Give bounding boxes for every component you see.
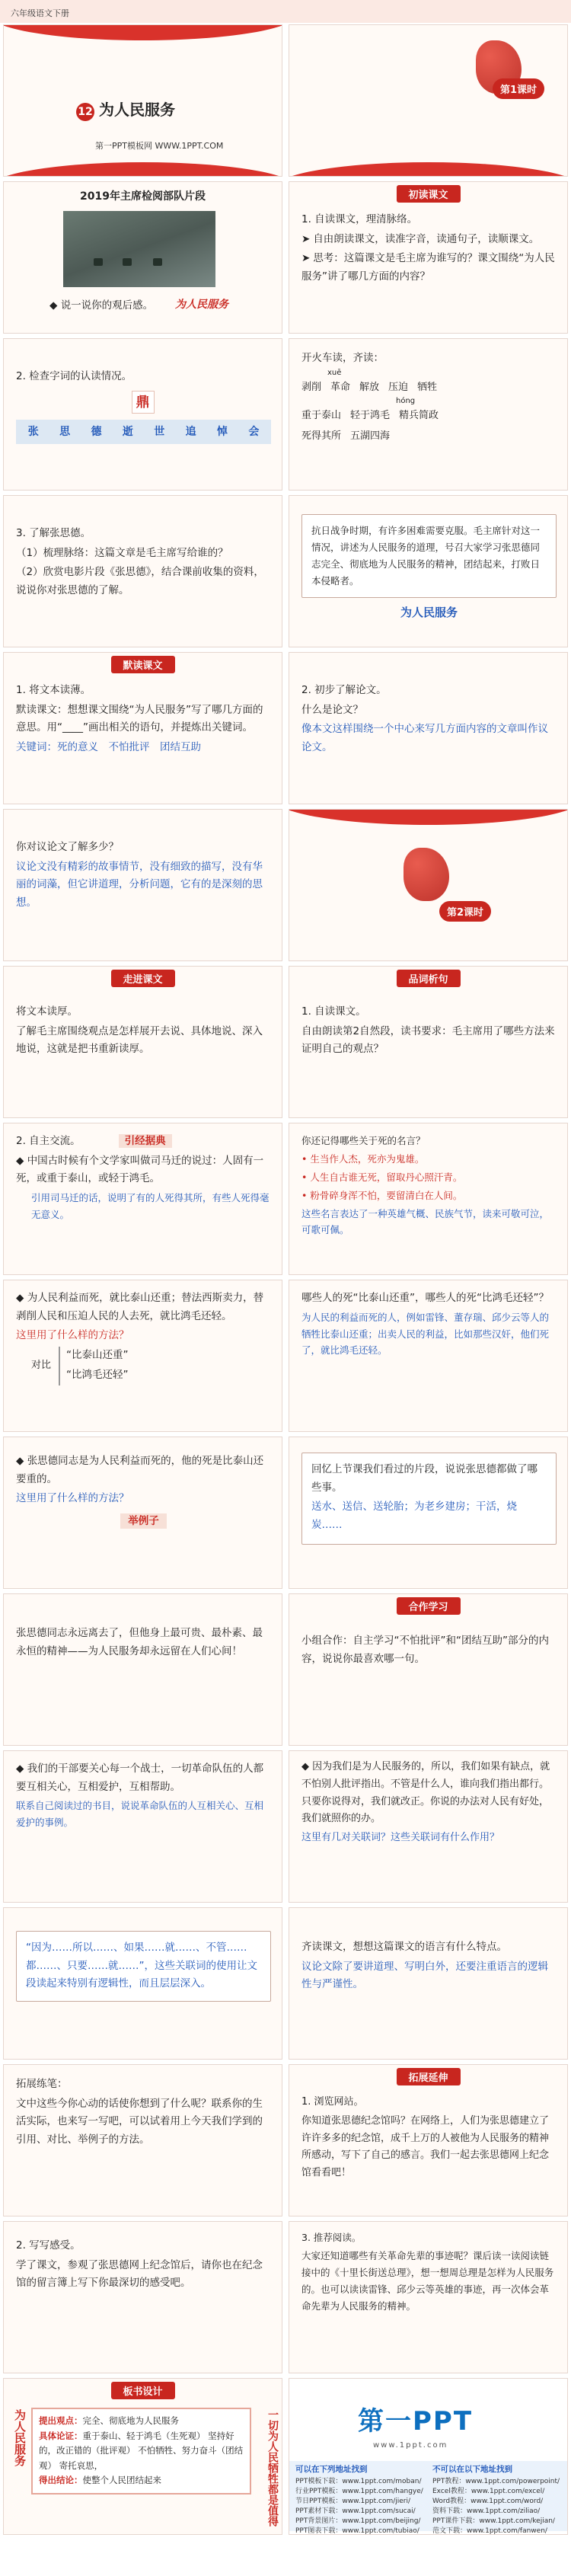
task-2: 2. 自主交流。 引经据典 [16, 1133, 271, 1151]
contrast-text: ◆ 为人民利益而死，就比泰山还重；替法西斯卖力，替剥削人民和压迫人民的人去死，就比鸿毛还轻。 [16, 1292, 264, 1322]
words-heading: 2. 检查字词的认读情况。 [16, 370, 132, 382]
section-tag: 拓展延伸 [396, 2068, 460, 2085]
answer: 像本文这样围绕一个中心来写几方面内容的文章叫作议论文。 [301, 723, 548, 753]
brand-url[interactable]: www.1ppt.com [373, 2441, 448, 2450]
task-3: 3. 了解张思德。 [16, 527, 91, 539]
care-task: 联系自己阅读过的书目，说说革命队伍的人互相关心、互相爱护的事例。 [16, 1800, 264, 1829]
slide-first-read[interactable] [289, 181, 568, 334]
site-link[interactable]: 第一PPT模板网 WWW.1PPT.COM [95, 141, 224, 151]
slide-extension[interactable] [289, 2064, 568, 2216]
writing-task: 文中这些今你心动的话使你想到了什么呢？联系你的生活实际，也来写一写吧，可以试着用上今天我们学到的引用、对比、举例子的方法。 [16, 2097, 263, 2146]
task-desc: 自由朗读第2自然段，读书要求：毛主席用了哪些方法来证明自己的观点？ [301, 1024, 555, 1056]
slide-background[interactable] [289, 495, 568, 647]
section-tag: 品词析句 [396, 970, 460, 987]
task-1a: ➤ 自由朗读课文，读准字音，读通句子，读顺课文。 [301, 232, 540, 245]
slide-essay[interactable] [289, 652, 568, 804]
section-tag: 合作学习 [396, 1597, 460, 1615]
question: 这里有几对关联词？这些关联词有什么作用？ [301, 1832, 500, 1843]
char-card: 鼎 [132, 391, 155, 414]
task-3a: （1）梳理脉络：这篇文章是毛主席写给谁的？ [16, 546, 228, 559]
caption: ◆ 说一说你的观后感。 [49, 299, 154, 312]
slide-video[interactable] [3, 181, 282, 334]
question: 哪些人的死“比泰山还重”，哪些人的死“比鸿毛还轻”？ [301, 1292, 549, 1304]
slide-analysis[interactable] [289, 966, 568, 1118]
question: 这里用了什么样的方法？ [16, 1492, 129, 1505]
slide-recall[interactable] [289, 1437, 568, 1589]
slide-connectives[interactable] [289, 1750, 568, 1903]
background-box: 抗日战争时期，有许多困难需要克服。毛主席针对这一情况，讲述为人民服务的道理，号召大家学习张思德同志完全、彻底地为人民服务的精神，团结起来，打败日本侵略者。 [301, 514, 557, 598]
task-1b: ➤ 思考：这篇课文是毛主席为谁写的？课文围绕“为人民服务”讲了哪几方面的内容？ [301, 252, 555, 283]
slide-lesson1[interactable] [289, 24, 568, 177]
slide-writing[interactable] [3, 2064, 282, 2216]
slide-spirit[interactable] [3, 1593, 282, 1746]
task-1-desc: 默读课文：想想课文围绕“为人民服务”写了哪几方面的意思。用“____”画出相关的语句，并提炼出关键词。 [16, 703, 263, 734]
slide-language[interactable] [289, 1907, 568, 2060]
answer: 引用司马迁的话，说明了有的人死得其所，有些人死得毫无意义。 [31, 1191, 270, 1220]
header-bar [0, 0, 571, 23]
task-1: 1. 将文本读薄。 [16, 684, 91, 696]
task-2-desc: 学了课文，参观了张思德网上纪念馆后，请你也在纪念馆的留言簿上写下你最深切的感受吧。 [16, 2258, 263, 2290]
lesson-badge: 第2课时 [439, 901, 491, 922]
slide-coop[interactable] [289, 1593, 568, 1746]
answer: 议论文除了要讲道理、写明白外，还要注重语言的逻辑性与严谨性。 [301, 1960, 548, 1991]
question: 你对议论文了解多少？ [16, 841, 119, 853]
vocab-list: xuē 剥削 革命 解放 压迫 牺牲 hóng 重于泰山 轻于鸿毛 精兵简政 死得其所 五湖四海 [301, 368, 439, 443]
quote-1: • 生当作人杰，死亦为鬼雄。 [301, 1152, 425, 1165]
slide-contrast[interactable] [3, 1280, 282, 1432]
contrast-2: “比鸿毛还轻” [66, 1368, 129, 1381]
question: 你还记得哪些关于死的名言？ [301, 1135, 426, 1146]
slide-logic[interactable] [3, 1907, 282, 2060]
board-side: 为人民服务 [13, 2409, 27, 2466]
task-2: 2. 写写感受。 [16, 2239, 81, 2252]
task-desc: 了解毛主席围绕观点是怎样展开去说、具体地说、深入地说，这就是把书重新读厚。 [16, 1024, 263, 1056]
contrast-1: “比泰山还重” [66, 1348, 129, 1361]
contrast-label: 对比 [31, 1360, 52, 1372]
answer: 为人民的利益而死的人，例如雷锋、董存瑞、邱少云等人的牺牲比泰山还重；出卖人民的利益，比如那些汉奸，他们死了，就比鸿毛还轻。 [301, 1311, 550, 1357]
task-1-desc: 你知道张思德纪念馆吗？在网络上，人们为张思德建立了许许多多的纪念馆，成千上万的人被他为人民服务的精神所感动，写下了自己的感言。我们一起去张思德网上纪念馆看看吧！ [301, 2114, 550, 2178]
slide-vocab[interactable] [289, 338, 568, 491]
task-3b: （2）欣赏电影片段《张思德》，结合课前收集的资料，说说你对张思德的了解。 [16, 566, 264, 596]
task-3-desc: 大家还知道哪些有关革命先辈的事迹呢？课后读一读阅读链接中的《十里长街送总理》，想一想周总理是怎样为人民服务的。也可以读读雷锋、邱少云等英雄的事迹，再一次体会革命先辈为人民服务的精神。 [301, 2249, 554, 2312]
answer: 送水、送信、送轮胎；为老乡建房；干活，烧炭…… [311, 1501, 517, 1531]
lesson-title: 12 为人民服务 [76, 97, 175, 121]
task: 将文本读厚。 [16, 1005, 78, 1018]
links-col-1: 可以在下列地址找到 PPT模板下载：www.1ppt.com/moban/ 行业PPT模板：www.1ppt.com/hangye/ 节日PPT模板：www.1ppt.com/jieri/ PPT素材下载：www.1ppt.com/sucai/ PPT背景图片：www.1ppt.com/beijing/ PPT图表下载：www.1ppt.com/tubiao/ [295, 2465, 423, 2535]
quote-3: • 粉骨碎身浑不怕，要留清白在人间。 [301, 1189, 463, 1201]
topic-label: 为人民服务 [400, 605, 458, 619]
example-text: ◆ 张思德同志是为人民利益而死的，他的死是比泰山还要重的。 [16, 1455, 264, 1485]
slide-example[interactable] [3, 1437, 282, 1589]
task-3: 3. 推荐阅读。 [301, 2232, 362, 2243]
slide-silent-read[interactable] [3, 652, 282, 804]
slide-heavy-light[interactable] [289, 1280, 568, 1432]
brand-logo: 第一PPT [358, 2406, 474, 2437]
quote: ◆ 中国古时候有个文学家叫做司马迁的说过：人固有一死，或重于泰山，或轻于鸿毛。 [16, 1154, 264, 1185]
slide-essay-knowledge[interactable] [3, 809, 282, 961]
slide-board[interactable] [3, 2378, 282, 2535]
section-tag: 默读课文 [110, 656, 174, 673]
board-summary: 提出观点：完全、彻底地为人民服务 具体论证：重于泰山、轻于鸿毛（生死观） 坚持好的，改正错的（批评观） 不怕牺牲、努力奋斗（团结观） 寄托哀思， 得出结论：使整个人民团结起来 [31, 2408, 251, 2495]
links-col-2: 不可以在以下地址找到 PPT教程：www.1ppt.com/powerpoint/ Excel教程：www.1ppt.com/excel/ Word教程：www.1ppt.com/word/ 资料下载：www.1ppt.com/ziliao/ PPT课件下载：www.1ppt.com/kejian/ 范文下载：www.1ppt.com/fanwen/ [432, 2465, 560, 2535]
section-tag: 走进课文 [110, 970, 174, 987]
slide-care[interactable] [3, 1750, 282, 1903]
slide-enter-text[interactable] [3, 966, 282, 1118]
keywords: 关键词：死的意义 不怕批评 团结互助 [16, 740, 201, 753]
slide-zhangside[interactable] [3, 495, 282, 647]
char-strip: 张 思 德 逝 世 追 悼 会 [16, 420, 271, 445]
task-1: 1. 浏览网站。 [301, 2096, 364, 2108]
seal-text: 为人民服务 [175, 299, 228, 311]
flag-icon [404, 848, 449, 901]
answer: 议论文没有精彩的故事情节，没有细致的描写，没有华丽的词藻，但它讲道理，分析问题，它有的是深刻的思想。 [16, 860, 263, 909]
care-text: ◆ 我们的干部要关心每一个战士，一切革命队伍的人都要互相关心，互相爱护，互相帮助。 [16, 1763, 264, 1793]
section-tag: 板书设计 [110, 2382, 174, 2399]
task-2: 2. 初步了解论文。 [301, 684, 387, 696]
task-1: 1. 自读课文，理清脉络。 [301, 213, 418, 225]
slide-quotes[interactable] [289, 1123, 568, 1275]
parade-photo[interactable] [63, 211, 215, 287]
board-right: 一切为人民牺牲都是值得 [266, 2409, 279, 2526]
question: 这里用了什么样的方法？ [16, 1329, 129, 1342]
criticism-text: ◆ 因为我们是为人民服务的，所以，我们如果有缺点，就不怕别人批评指出。不管是什么人，谁向我们指出都行。只要你说得对，我们就改正。你说的办法对人民有好处，我们就照你的办。 [301, 1761, 550, 1825]
slide-words[interactable] [3, 338, 282, 491]
lesson-badge: 第1课时 [493, 78, 544, 99]
slide-lesson2[interactable] [289, 809, 568, 961]
slide-reading[interactable] [289, 2221, 568, 2373]
slide-title[interactable] [3, 24, 282, 177]
quote-2: • 人生自古谁无死，留取丹心照汗青。 [301, 1171, 463, 1183]
vocab-line: 开火车读，齐读： [301, 352, 384, 364]
question: 齐读课文，想想这篇课文的语言有什么特点。 [301, 1941, 507, 1953]
task: 1. 自读课文。 [301, 1005, 366, 1018]
slide-feelings[interactable] [3, 2221, 282, 2373]
logic-text: “因为……所以……、如果……就……、不管……都……、只要……就……”，这些关联词的使用让文段读起来特别有逻辑性，而且层层深入。 [16, 1931, 271, 2002]
coop-text: 小组合作：自主学习“不怕批评”和“团结互助”部分的内容，说说你最喜欢哪一句。 [301, 1635, 549, 1665]
note: 这些名言表达了一种英雄气概、民族气节，读来可敬可泣，可歌可佩。 [301, 1207, 550, 1236]
spirit-text: 张思德同志永远离去了，但他身上最可贵、最朴素、最永恒的精神——为人民服务却永远留在人们心间！ [16, 1627, 263, 1657]
slide-ad[interactable] [289, 2378, 568, 2535]
question: 什么是论文？ [301, 703, 363, 716]
slide-exchange[interactable] [3, 1123, 282, 1275]
question: 回忆上节课我们看过的片段，说说张思德都做了哪些事。 [311, 1463, 538, 1494]
writing-heading: 拓展练笔： [16, 2078, 68, 2090]
method-tag: 举例子 [120, 1513, 167, 1529]
section-tag: 初读课文 [396, 185, 460, 203]
header-text: 六年级语文下册 [11, 8, 69, 18]
video-title: 2019年主席检阅部队片段 [80, 190, 206, 203]
